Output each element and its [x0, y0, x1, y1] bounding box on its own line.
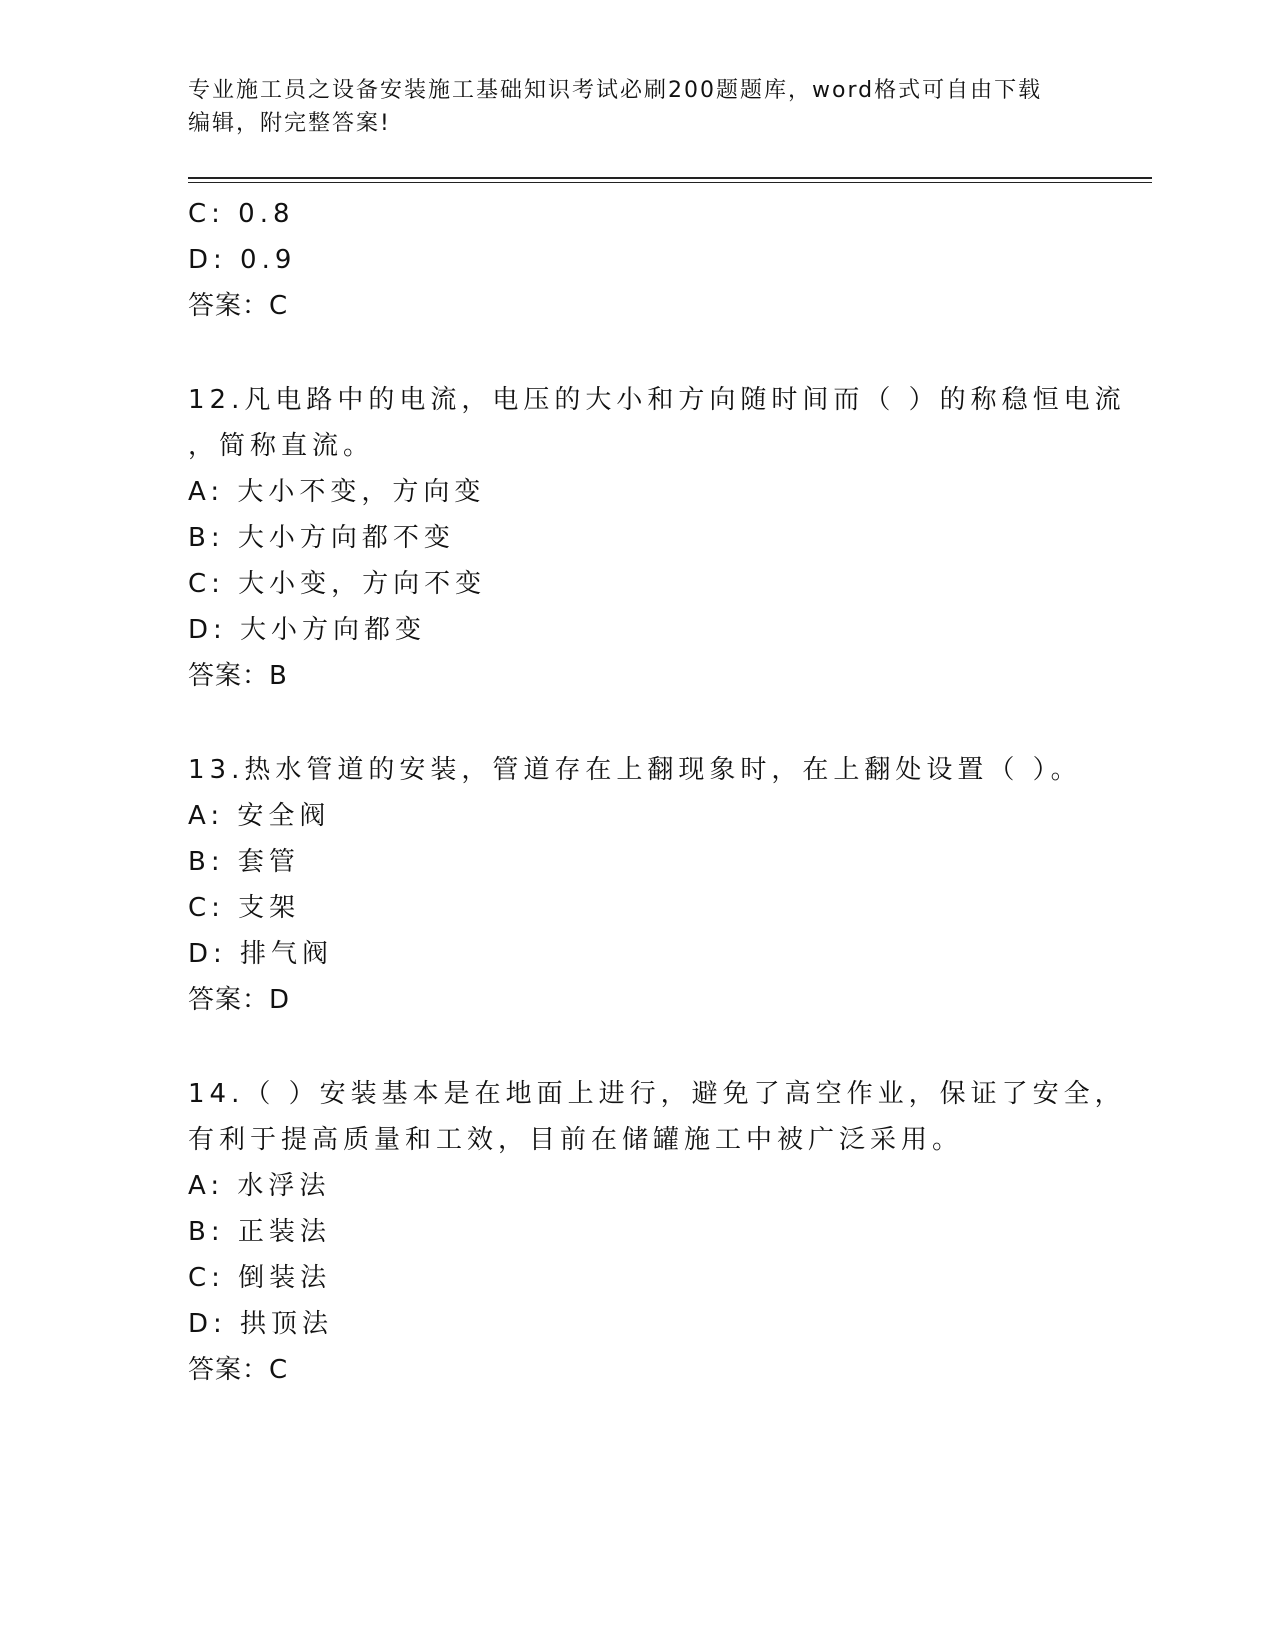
header-line-1: 专业施工员之设备安装施工基础知识考试必刷200题题库，word格式可自由下载 — [188, 78, 1043, 103]
question-12 — [188, 377, 1126, 699]
question-13 — [188, 747, 1088, 1023]
header-divider-thick — [188, 177, 1152, 179]
option-c: C: 倒装法 — [188, 1263, 332, 1293]
answer: 答案：C — [188, 291, 289, 321]
option-c: C: 支架 — [188, 893, 301, 923]
question-stem-line: 12.凡电路中的电流，电压的大小和方向随时间而（ ）的称稳恒电流 — [188, 385, 1126, 415]
question-stem-line: 14.（ ）安装基本是在地面上进行，避免了高空作业，保证了安全， — [188, 1079, 1126, 1109]
option-b: B: 套管 — [188, 847, 300, 877]
option-c: C: 0.8 — [188, 199, 295, 229]
document-header — [188, 74, 1088, 140]
question-stem-line: 有利于提高质量和工效，目前在储罐施工中被广泛采用。 — [188, 1125, 964, 1155]
option-d: D: 排气阀 — [188, 939, 334, 969]
option-d: D: 拱顶法 — [188, 1309, 334, 1339]
question-11-tail — [188, 191, 1088, 329]
header-divider-thin — [188, 182, 1152, 183]
option-a: A: 安全阀 — [188, 801, 331, 831]
option-b: B: 正装法 — [188, 1217, 331, 1247]
header-line-2: 编辑，附完整答案! — [188, 111, 391, 136]
option-c: C: 大小变，方向不变 — [188, 569, 487, 599]
option-a: A: 大小不变，方向变 — [188, 477, 486, 507]
option-b: B: 大小方向都不变 — [188, 523, 455, 553]
question-stem-line: ，简称直流。 — [188, 431, 375, 461]
answer: 答案：C — [188, 1355, 289, 1385]
option-d: D: 大小方向都变 — [188, 615, 427, 645]
document-body — [188, 191, 1126, 1393]
answer: 答案：D — [188, 985, 291, 1015]
answer: 答案：B — [188, 661, 288, 691]
question-14 — [188, 1071, 1126, 1393]
question-stem-line: 13.热水管道的安装，管道存在上翻现象时，在上翻处设置（ ）。 — [188, 755, 1082, 785]
option-a: A: 水浮法 — [188, 1171, 331, 1201]
option-d: D: 0.9 — [188, 245, 297, 275]
